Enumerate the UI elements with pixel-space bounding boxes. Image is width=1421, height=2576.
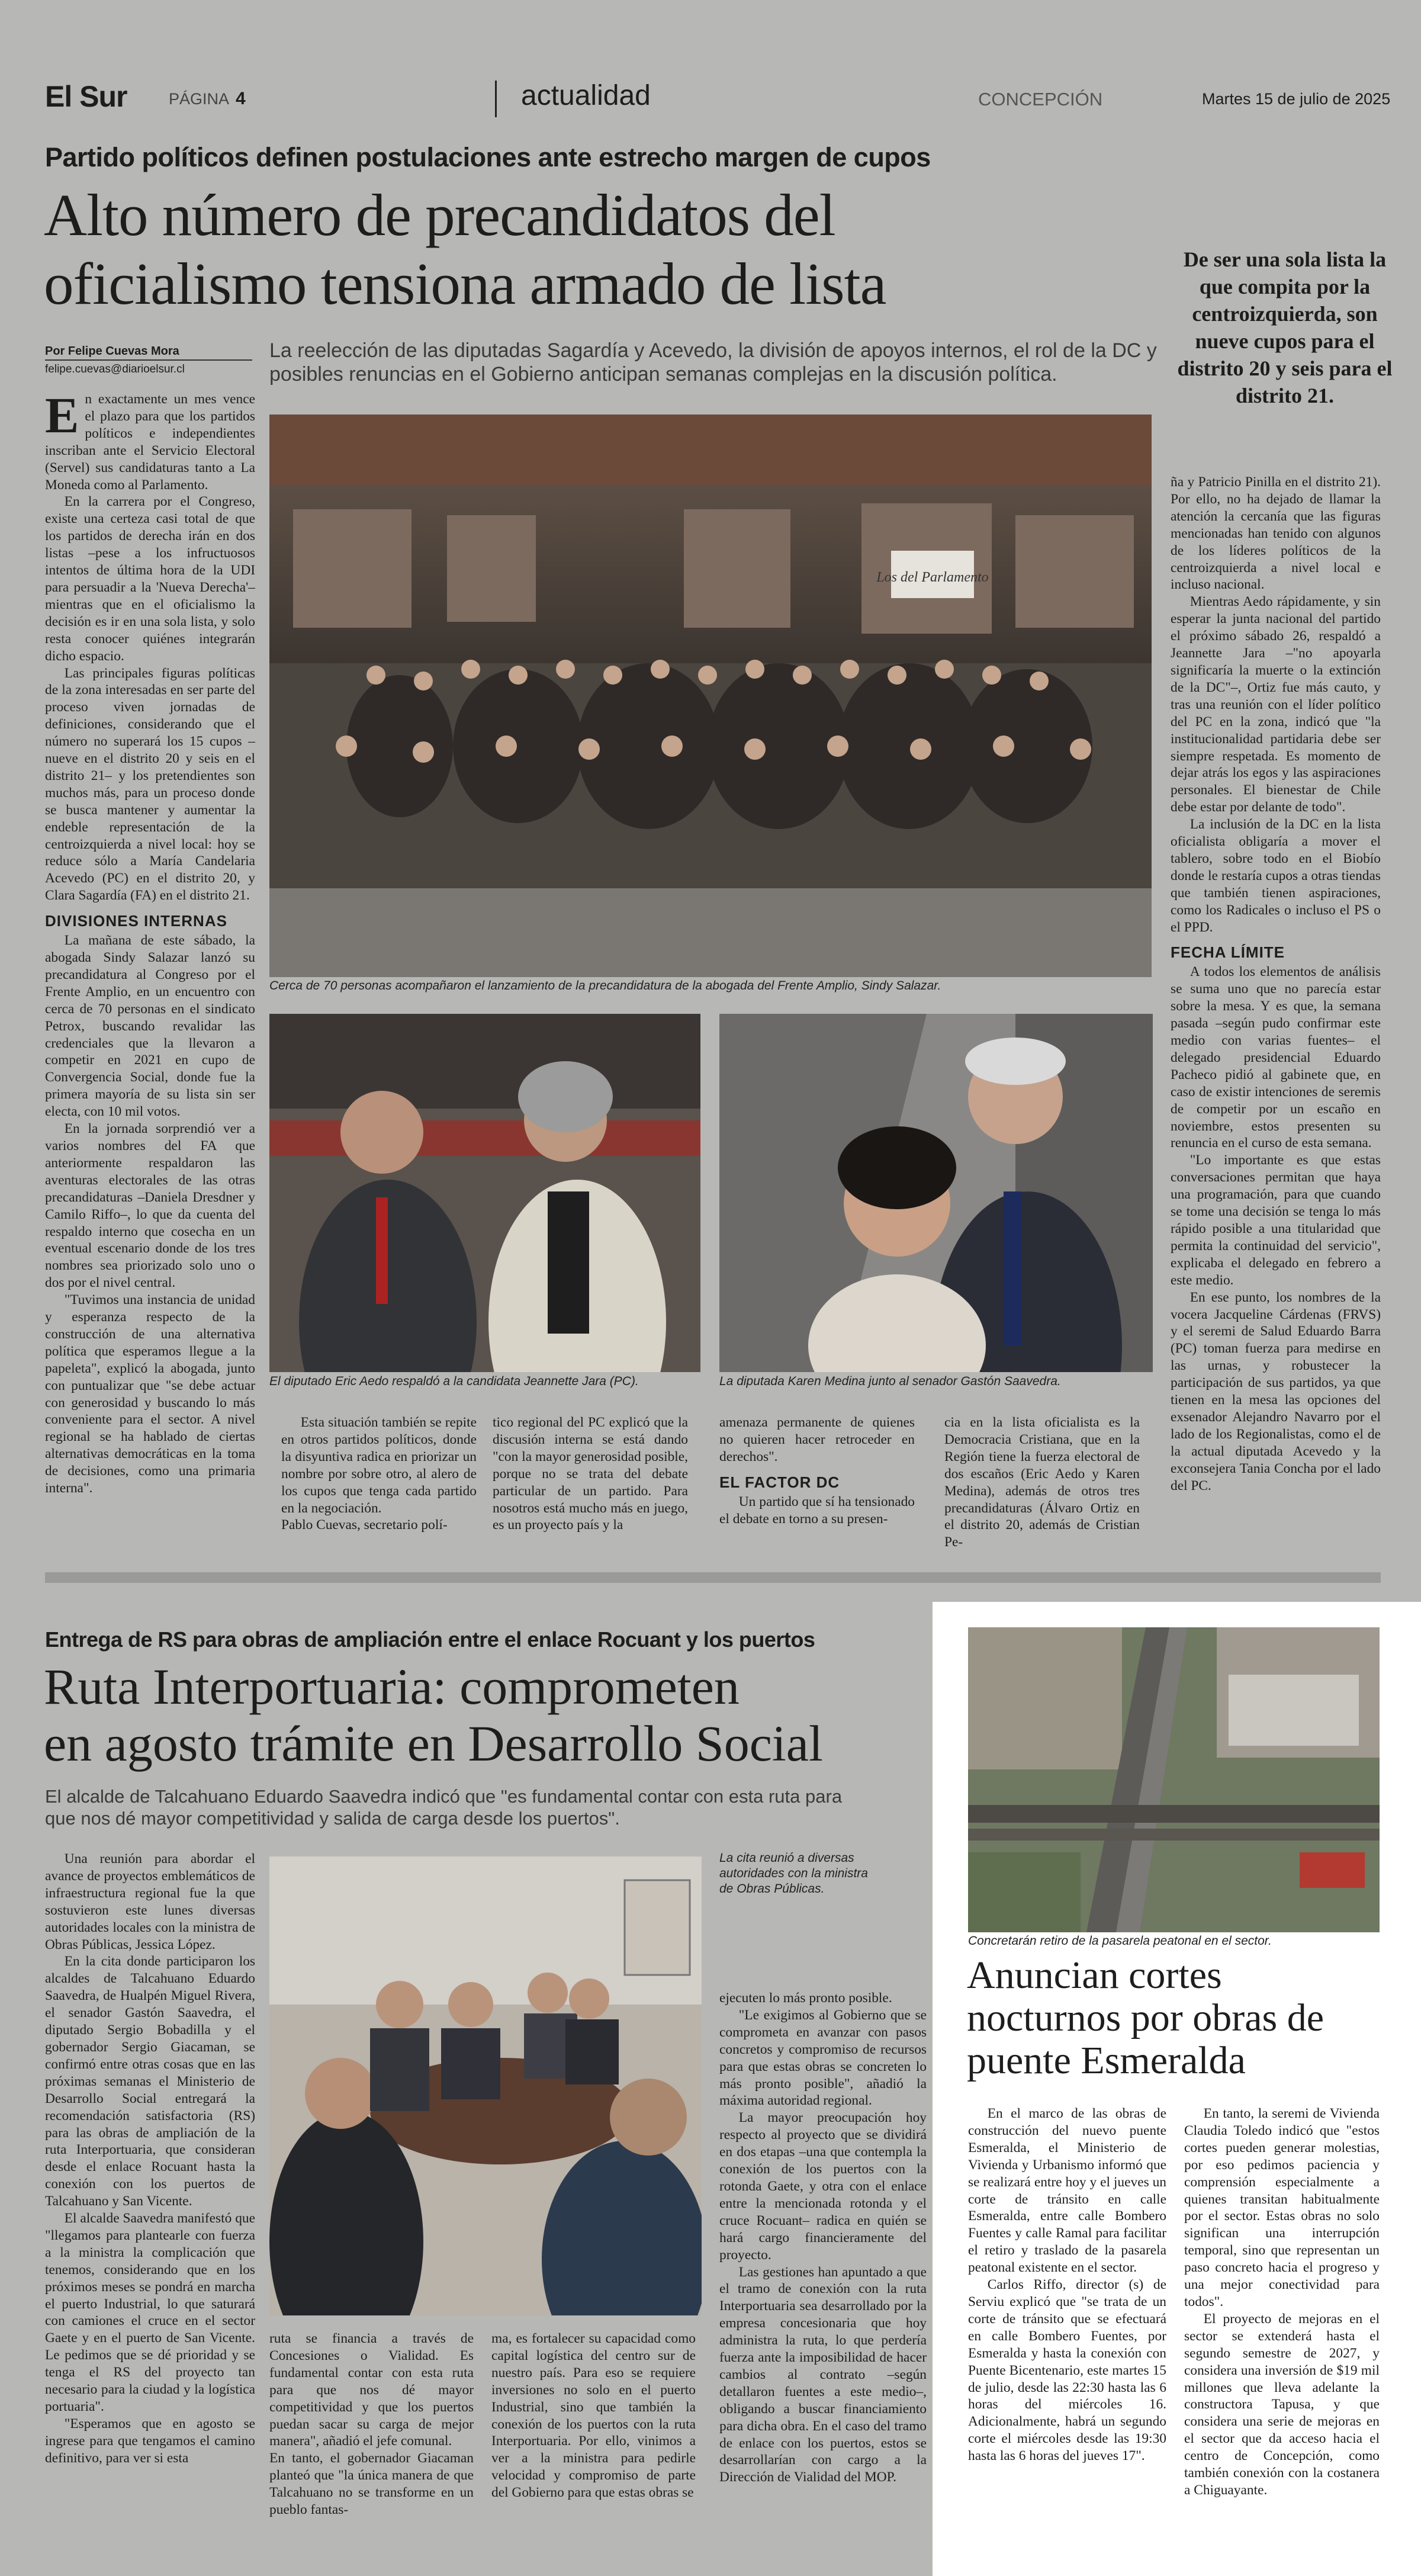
section-separator: [45, 1572, 1381, 1583]
header-divider: [495, 81, 497, 117]
article1-lead: La reelección de las diputadas Sagardía y Acevedo, la división de apoyos internos, el rol de la DC y posibles renuncias en el Gobierno anticipan semanas complejas en la discusión política.: [269, 339, 1157, 386]
article2-bottom-col1: ruta se financia a través de Concesiones o Vialidad. Es fundamental contar con esta ruta para que nos dé mayor competitividad y que los puertos puedan sacar su carga de mejor manera", añadió el jefe comunal. En tanto, el gobernador Giacaman planteó que "la única manera de que Talcahuano no se transforme en un pueblo fantas-: [269, 2331, 474, 2518]
photo-main-caption: Cerca de 70 personas acompañaron el lanzamiento de la precandidatura de la abogada del Frente Amplio, Sindy Salazar.: [269, 979, 941, 993]
photo-main-group: [269, 415, 1152, 977]
article1-col-right: ña y Patricio Pinilla en el distrito 21). Por ello, no ha dejado de llamar la atención la cercanía que las figuras mencionadas han tenido con algunos de los líderes políticos de la centroizquierda a nivel local e incluso nacional. Mientras Aedo rápidamente, y sin esperar la junta nacional del partido el próximo sábado 26, respaldó a Jeannette Jara –"no apoyarla significaría la muerte o la extinción de la DC"–, Ortiz fue más cauto, y tras una reunión con el líder político del PC en la zona, indicó que "la institucionalidad partidaria debe ser siempre respetada. Es momento de dejar atrás los egos y las aspiraciones personales. El bienestar de Chile debe estar por delante de todo". La inclusión de la DC en la lista oficialista obligaría a mover el tablero, sobre todo en el Biobío donde le restaría cupos a otras tiendas que también tienen aspiraciones, como los Radicales o incluso el PS o el PPD. FECHA LÍMITE A todos los elementos de análisis se suma uno que no parecía estar sobre la mesa. Y es que, la semana pasada –según pudo confirmar este medio con varias fuentes– el delegado presidencial Eduardo Pacheco pidió al gabinete que, en caso de existir intenciones de seremis de competir por un escaño en noviembre, estos presenten su renuncia en el curso de esta semana. "Lo importante es que estas conversaciones permitan que haya una programación, para que cuando se tome una decisión se tenga lo más rápido posible a una titularidad que permita la continuidad del servicio", explicaba el delegado en febrero a este medio. En ese punto, los nombres de la vocera Jacqueline Cárdenas (FRVS) y el seremi de Salud Eduardo Barra (PC) toman fuerza para medirse en las urnas, y robustecer la participación de sus partidos, ya que tienen en la mesa las opciones del exsenador Alejandro Navarro por el lado de los Regionalistas, como el de la actual diputada Acevedo y la exconsejera Tania Concha por el lado del PC.: [1171, 474, 1381, 1493]
article1-headline-line1: Alto número de precandidatos del: [44, 182, 835, 248]
subhead-divisiones: DIVISIONES INTERNAS: [45, 912, 227, 930]
dropcap-letter: E: [45, 387, 79, 444]
photo-aerial-caption: Concretarán retiro de la pasarela peatonal en el sector.: [968, 1934, 1272, 1948]
article1-bottom-col1: Esta situación también se repite en otros partidos políticos, donde la disyuntiva radica en priorizar un nombre por sobre otro, al alero de los cupos que tenga cada partido en la negociación. Pablo Cuevas, secretario polí-: [281, 1415, 477, 1533]
photo-right-caption: La diputada Karen Medina junto al senador Gastón Saavedra.: [719, 1374, 1061, 1388]
article2-bottom-col2: ma, es fortalecer su capacidad como capital logística del centro sur de nuestro país. Para eso se requiere inversiones no solo en el puerto Industrial, sino que también la conexión de los puertos con la ruta Interportuaria. Por ello, vinimos a ver a la ministra para pedirle velocidad y compromiso de parte del Gobierno para que estas obras se: [491, 2331, 696, 2501]
article1-col1: En exactamente un mes vence el plazo para que los partidos políticos e independientes inscriban ante el Servicio Electoral (Servel) sus candidaturas tanto a La Moneda como al Parlamento. En la carrera por el Congreso, existe una certeza casi total de que los partidos de derecha irán en dos listas –pese a los infructuosos intentos de última hora de la UDI para persuadir a la 'Nueva Derecha'– mientras que en el oficialismo la decisión es ir en una sola lista, y solo resta conocer quiénes integrarán dicho espacio. Las principales figuras políticas de la zona interesadas en ser parte del proceso viven jornadas de definiciones, considerando que el número no superará los 15 cupos –nueve en el distrito 20 y seis en el distrito 21– y los pretendientes son muchos más, para un proceso donde se busca mantener y aumentar la endeble representación de la centroizquierda a nivel local: hoy se reduce sólo a María Candelaria Acevedo (PC) en el distrito 20, y Clara Sagardía (FA) en el distrito 21. DIVISIONES INTERNAS La mañana de este sábado, la abogada Sindy Salazar lanzó su precandidatura al Congreso por el Frente Amplio, en un encuentro con cerca de 70 personas en el sindicato Petrox, buscando revalidar las credenciales que la llevaron a competir en 2021 en cupo de Convergencia Social, donde fue la primera mayoría de su lista sin ser electa, con 10 mil votos. En la jornada sorprendió ver a varios nombres del FA que anteriormente respaldaron las aventuras electorales de las otras precandidaturas –Daniela Dresdner y Camilo Riffo–, lo que da cuenta del respaldo interno que cosecha en un eventual escenario donde de los tres nombres sea priorizado solo uno o dos por el nivel central. "Tuvimos una instancia de unidad y esperanza respecto de la construcción de una alternativa política que esperamos llegue a la papeleta", explicó la abogada, junto con puntualizar que "se debe actuar con generosidad y buscando lo más conveniente para el sector. A nivel regional se ha hablado de ciertas alternativas democráticas en la toma de decisiones, como una primaria interna".: [45, 387, 255, 1496]
article1-bottom-col4: cia en la lista oficialista es la Democracia Cristiana, que en la Región tiene la fuerza electoral de dos escaños (Eric Aedo y Karen Medina), además de otros tres precandidaturas (Álvaro Ortiz en el distrito 20, además de Cristian Pe-: [944, 1415, 1140, 1550]
article2-headline-line1: Ruta Interportuaria: comprometen: [44, 1658, 740, 1715]
article1-bottom-col2: tico regional del PC explicó que la discusión interna se está dando "con la mayor generosidad posible, porque no se trata del debate particular de un partido. Para nosotros está mucho más en juego, es un proyecto país y la: [493, 1415, 688, 1533]
article2-headline: [44, 1658, 823, 1772]
article1-pullquote: De ser una sola lista la que compita por la centroizquierda, son nueve cupos para el distrito 20 y seis para el distrito 21.: [1177, 248, 1393, 407]
subhead-factor-dc: EL FACTOR DC: [719, 1473, 840, 1491]
article1-headline: [44, 181, 886, 318]
article1-kicker: Partido políticos definen postulaciones ante estrecho margen de cupos: [45, 142, 931, 172]
article3-col2: En tanto, la seremi de Vivienda Claudia Toledo indicó que "estos cortes pueden generar molestias, por eso pedimos paciencia y comprensión especialmente a quienes transitan habitualmente por el sector. Estas obras no solo significan una interrupción temporal, sino que representan un paso concreto hacia el progreso y una mejor conectividad para todos". El proyecto de mejoras en el sector se extenderá hasta el segundo semestre de 2027, y considera una inversión de $19 mil millones que lleva adelante la constructora Tapusa, y que considera una serie de mejoras en el sector que da acceso hacia el centro de Concepción, como también conexión con la costanera a Chiguayante.: [1184, 2106, 1380, 2498]
article2-lead: El alcalde de Talcahuano Eduardo Saavedra indicó que "es fundamental contar con esta ruta para que nos dé mayor competitividad y salida de carga desde los puertos".: [45, 1786, 843, 1829]
page-label: PÁGINA: [169, 90, 230, 108]
article3-headline: Anuncian cortes nocturnos por obras de puente Esmeralda: [967, 1954, 1324, 2082]
photo-left-caption: El diputado Eric Aedo respaldó a la candidata Jeannette Jara (PC).: [269, 1374, 639, 1388]
article2-col3: ejecuten lo más pronto posible. "Le exigimos al Gobierno que se comprometa en avanzar con pasos concretos y compromiso de recursos para que estas obras se concreten lo más pronto posible", añadió la máxima autoridad regional. La mayor preocupación hoy respecto al proyecto que se dividirá en dos etapas –una que contempla la conexión de los puertos con la rotonda Gaete, y otra con el enlace entre la mencionada rotonda y el cruce Rocuant– radica en quién se hará cargo financieramente del proyecto. Las gestiones han apuntado a que el tramo de conexión con la ruta Interportuaria sea desarrollado por la empresa concesionaria que hoy administra la ruta, lo que perdería fuerza ante la imposibilidad de hacer cambios al contrato –según detallaron fuentes a este medio–, obligando a buscar financiamiento para dicha obra. En el caso del tramo de enlace con los puertos, estos se desarrollarían con cargo a la Dirección de Vialidad del MOP.: [719, 1990, 927, 2485]
page-number: 4: [236, 89, 246, 108]
photo-meeting-caption: La cita reunió a diversas autoridades con la ministra de Obras Públicas.: [719, 1851, 868, 1896]
issue-date: Martes 15 de julio de 2025: [1202, 90, 1391, 108]
photo-main-sign: Los del Parlamento: [876, 570, 989, 585]
author-name: Por Felipe Cuevas Mora: [45, 345, 252, 361]
subhead-fecha-limite: FECHA LÍMITE: [1171, 943, 1285, 962]
article1-byline: [45, 345, 252, 376]
city-label: CONCEPCIÓN: [978, 89, 1103, 110]
article3-col1: En el marco de las obras de construcción del nuevo puente Esmeralda, el Ministerio de Vivienda y Urbanismo informó que se realizará entre hoy y el jueves un corte de tránsito en calle Esmeralda, entre calle Bombero Fuentes y calle Ramal para facilitar el retiro y traslado de la pasarela peatonal existente en el sector. Carlos Riffo, director (s) de Serviu explicó que "se trata de un corte de tránsito que se efectuará en calle Bombero Fuentes, por Esmeralda y hasta la conexión con Puente Bicentenario, este martes 15 de julio, desde las 22:30 hasta las 6 horas del miércoles 16. Adicionalmente, habrá un segundo corte el miércoles desde las 19:30 hasta las 6 horas del jueves 17".: [968, 2106, 1166, 2464]
masthead: [0, 0, 1421, 118]
section-name: actualidad: [521, 80, 651, 111]
article2-headline-line2: en agosto trámite en Desarrollo Social: [44, 1715, 823, 1772]
photo-right-medina-saavedra: [719, 1014, 1153, 1372]
article2-col1: Una reunión para abordar el avance de proyectos emblemáticos de infraestructura regional fue la que sostuvieron este lunes diversas autoridades locales con la ministra de Obras Públicas, Jessica López. En la cita donde participaron los alcaldes de Talcahuano Eduardo Saavedra, de Hualpén Miguel Rivera, el senador Gastón Saavedra, el diputado Sergio Bobadilla y el gobernador Sergio Giacaman, se confirmó entre otras cosas que en las próximas semanas el Ministerio de Desarrollo Social entregará la recomendación satisfactoria (RS) para las obras de ampliación de la ruta Interportuaria, que consideran desde el enlace Rocuant hasta la conexión con los puertos de Talcahuano y San Vicente. El alcalde Saavedra manifestó que "llegamos para plantearle con fuerza a la ministra la complicación que tenemos, considerando que en los próximos meses se pondrá en marcha el puerto Industrial, lo que saturará con camiones el cruce en el sector Gaete y en el puerto de San Vicente. Le pedimos que se dé prioridad y se tenga el RS del proyecto tan necesario para la ciudad y la logística portuaria". "Esperamos que en agosto se ingrese para que tengamos el camino definitivo, para ver si esta: [45, 1851, 255, 2466]
article1-bottom-col3: amenaza permanente de quienes no quieren hacer retroceder en derechos". EL FACTOR DC Un partido que sí ha tensionado el debate en torno a su presen-: [719, 1415, 915, 1527]
photo-left-aedo-jara: [269, 1014, 700, 1372]
author-email: felipe.cuevas@diarioelsur.cl: [45, 363, 185, 375]
article2-kicker: Entrega de RS para obras de ampliación entre el enlace Rocuant y los puertos: [45, 1627, 815, 1652]
photo-meeting-ministra: [269, 1856, 702, 2315]
article1-headline-line2: oficialismo tensiona armado de lista: [44, 250, 886, 317]
photo-aerial-puente: [968, 1627, 1380, 1932]
brand-logo: El Sur: [45, 80, 127, 113]
